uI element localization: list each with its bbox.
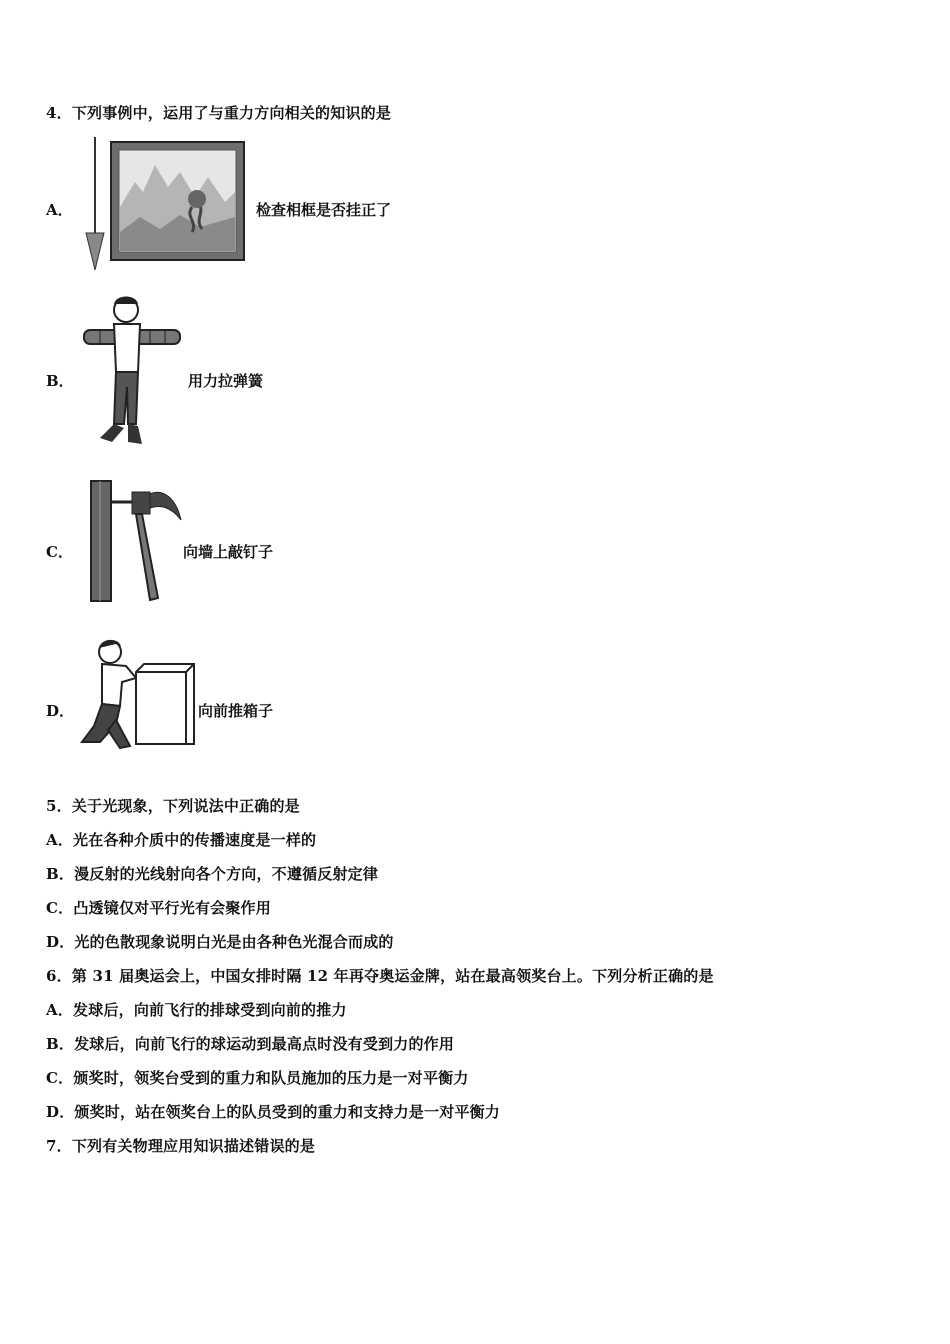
question-5-stem: 5．关于光现象，下列说法中正确的是 — [46, 797, 300, 815]
q4-option-c-label: C． — [46, 543, 73, 561]
q5-option-a: A．光在各种介质中的传播速度是一样的 — [46, 831, 317, 849]
q4-option-c-text: 向墙上敲钉子 — [183, 543, 274, 561]
q4-option-b-label: B． — [46, 372, 74, 390]
q6-option-d: D．颁奖时，站在领奖台上的队员受到的重力和支持力是一对平衡力 — [46, 1103, 501, 1121]
hammer-nail-wall-icon — [88, 478, 186, 604]
q4-option-d-text: 向前推箱子 — [198, 702, 274, 720]
question-7-stem: 7．下列有关物理应用知识描述错误的是 — [46, 1137, 316, 1155]
plumb-line-picture-frame-icon — [80, 137, 248, 273]
question-4-stem: 4．下列事例中，运用了与重力方向相关的知识的是 — [46, 104, 392, 122]
q6-option-a: A．发球后，向前飞行的排球受到向前的推力 — [46, 1001, 347, 1019]
boy-pushing-box-icon — [76, 634, 198, 754]
q6-option-c: C．颁奖时，领奖台受到的重力和队员施加的压力是一对平衡力 — [46, 1069, 469, 1087]
q5-option-d: D．光的色散现象说明白光是由各种色光混合而成的 — [46, 933, 394, 951]
q6-option-b: B．发球后，向前飞行的球运动到最高点时没有受到力的作用 — [46, 1035, 455, 1053]
q5-option-c: C．凸透镜仅对平行光有会聚作用 — [46, 899, 271, 917]
q4-option-a-label: A． — [46, 201, 73, 219]
q4-option-b-text: 用力拉弹簧 — [188, 372, 264, 390]
q4-option-a-text: 检查相框是否挂正了 — [256, 201, 392, 219]
q5-option-b: B．漫反射的光线射向各个方向，不遵循反射定律 — [46, 865, 379, 883]
q4-option-d-label: D． — [46, 702, 75, 720]
man-stretching-spring-icon — [80, 292, 186, 452]
question-6-stem: 6．第 31 届奥运会上，中国女排时隔 12 年再夺奥运金牌，站在最高领奖台上。下列分析正确的是 — [46, 967, 714, 985]
